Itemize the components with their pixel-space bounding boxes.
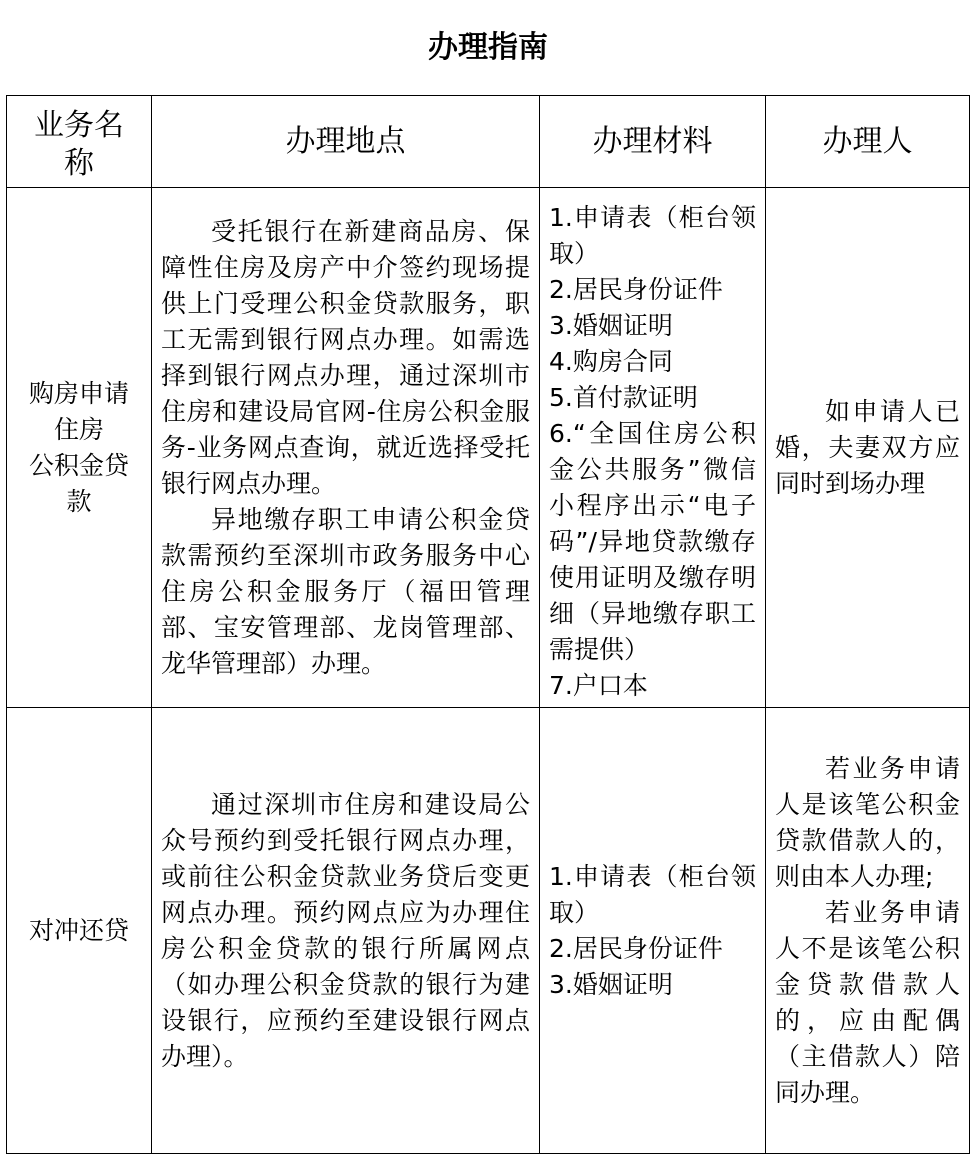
material-item: 5.首付款证明 bbox=[549, 383, 698, 412]
material-item: 2.居民身份证件 bbox=[549, 933, 723, 963]
location-paragraph: 受托银行在新建商品房、保障性住房及房产中介签约现场提供上门受理公积金贷款服务，职工无需到银行网点办理。如需选择到银行网点办理，通过深圳市住房和建设局官网-住房公积金服务-业务网点查询，就近选择受托银行网点办理。 bbox=[161, 216, 530, 498]
material-item: 1.申请表（柜台领取） bbox=[549, 861, 756, 927]
location-cell bbox=[152, 708, 540, 1154]
location-cell bbox=[152, 188, 540, 708]
page-title: 办理指南 bbox=[428, 30, 548, 65]
header-location: 办理地点 bbox=[152, 96, 540, 188]
materials-cell bbox=[540, 708, 766, 1154]
guide-table bbox=[6, 95, 970, 1154]
business-name-line: 住房 bbox=[53, 414, 104, 444]
business-name-cell bbox=[7, 188, 152, 708]
business-name-cell bbox=[7, 708, 152, 1154]
handler-paragraph: 若业务申请人是该笔公积金贷款借款人的，则由本人办理; bbox=[775, 753, 960, 891]
table-header-row bbox=[7, 96, 970, 188]
materials-cell bbox=[540, 188, 766, 708]
header-business-name: 业务名称 bbox=[7, 96, 152, 188]
handler-cell bbox=[766, 188, 970, 708]
handler-paragraph: 若业务申请人不是该笔公积金贷款借款人的，应由配偶（主借款人）陪同办理。 bbox=[775, 897, 960, 1107]
material-item: 1.申请表（柜台领取） bbox=[549, 203, 756, 268]
business-name-line: 对冲还贷 bbox=[28, 915, 129, 945]
table-row bbox=[7, 708, 970, 1154]
business-name-line: 购房申请 bbox=[28, 378, 129, 408]
material-item: 6.“全国住房公积金公共服务”微信小程序出示“电子码”/异地贷款缴存使用证明及缴存明细（异地缴存职工需提供） bbox=[549, 419, 756, 664]
material-item: 3.婚姻证明 bbox=[549, 311, 673, 340]
material-item: 3.婚姻证明 bbox=[549, 969, 673, 999]
header-handler: 办理人 bbox=[766, 96, 970, 188]
table-row bbox=[7, 188, 970, 708]
handler-cell bbox=[766, 708, 970, 1154]
location-paragraph: 异地缴存职工申请公积金贷款需预约至深圳市政务服务中心住房公积金服务厅（福田管理部、宝安管理部、龙岗管理部、龙华管理部）办理。 bbox=[161, 504, 530, 678]
material-item: 7.户口本 bbox=[549, 671, 648, 700]
material-item: 2.居民身份证件 bbox=[549, 275, 723, 304]
handler-paragraph: 如申请人已婚，夫妻双方应同时到场办理 bbox=[775, 396, 960, 498]
business-name-line: 款 bbox=[66, 486, 92, 516]
header-materials: 办理材料 bbox=[540, 96, 766, 188]
location-paragraph: 通过深圳市住房和建设局公众号预约到受托银行网点办理，或前往公积金贷款业务贷后变更网点办理。预约网点应为办理住房公积金贷款的银行所属网点（如办理公积金贷款的银行为建设银行，应预约至建设银行网点办理）。 bbox=[161, 789, 530, 1071]
business-name-line: 公积金贷 bbox=[28, 450, 129, 480]
material-item: 4.购房合同 bbox=[549, 347, 673, 376]
